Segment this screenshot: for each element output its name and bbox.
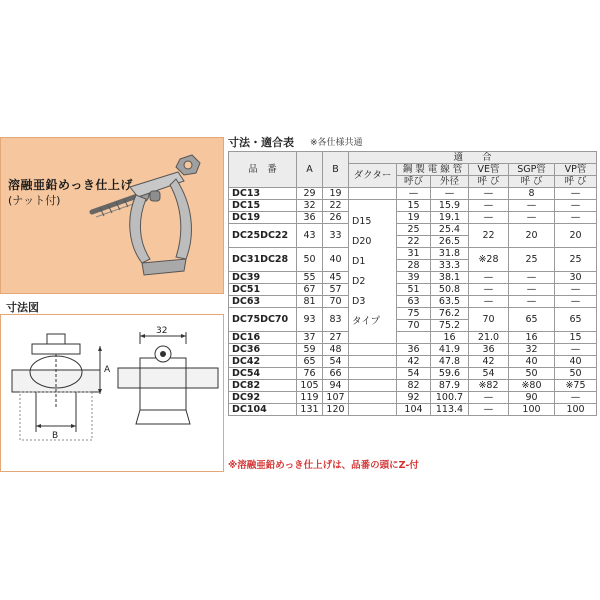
cell-ve: —	[469, 272, 509, 284]
cell-vp: —	[555, 200, 597, 212]
table-row	[229, 224, 597, 236]
table-row	[229, 356, 597, 368]
cell-call: 51	[397, 284, 431, 296]
cell-sgp: 100	[509, 404, 555, 416]
cell-call: 54	[397, 368, 431, 380]
cell-sgp: —	[509, 284, 555, 296]
cell-ve: ※28	[469, 248, 509, 272]
cell-a: 32	[297, 200, 323, 212]
ducter-type: タイプ	[352, 315, 381, 327]
cell-code: DC19	[229, 212, 297, 224]
cell-b: 26	[323, 212, 349, 224]
table-row	[229, 332, 597, 344]
cell-code: DC39	[229, 272, 297, 284]
header-od: 外径	[431, 176, 469, 188]
cell-call: 39	[397, 272, 431, 284]
cell-call: 25	[397, 224, 431, 236]
clamp-body-icon	[130, 172, 192, 275]
cell-sgp: —	[509, 212, 555, 224]
cell-sgp: 32	[509, 344, 555, 356]
cell-code: DC63	[229, 296, 297, 308]
cell-od: 47.8	[431, 356, 469, 368]
cell-a: 50	[297, 248, 323, 272]
cell-sgp: 50	[509, 368, 555, 380]
cell-od: 25.4	[431, 224, 469, 236]
cell-call: —	[397, 188, 431, 200]
cell-call: 63	[397, 296, 431, 308]
cell-vp: 65	[555, 308, 597, 332]
cell-a: 67	[297, 284, 323, 296]
header-b: B	[323, 152, 349, 188]
cell-b: 33	[323, 224, 349, 248]
cell-b: 94	[323, 380, 349, 392]
cell-code: DC13	[229, 188, 297, 200]
cell-b: 70	[323, 296, 349, 308]
cell-od: 38.1	[431, 272, 469, 284]
cell-od: 33.3	[431, 260, 469, 272]
cell-ve: —	[469, 404, 509, 416]
ducter-type: D15	[352, 215, 372, 227]
cell-call: 28	[397, 260, 431, 272]
cell-b: 120	[323, 404, 349, 416]
cell-ducter-types	[349, 200, 397, 344]
table-row	[229, 212, 597, 224]
pipe-clamp-illustration	[0, 137, 224, 294]
cell-code: DC104	[229, 404, 297, 416]
cell-ve: ※82	[469, 380, 509, 392]
cell-b: 27	[323, 332, 349, 344]
cell-call: 104	[397, 404, 431, 416]
table-heading: 寸法・適合表	[228, 136, 294, 149]
cell-sgp: 25	[509, 248, 555, 272]
dimension-drawing-title: 寸法図	[6, 301, 39, 314]
finish-title: 溶融亜鉛めっき仕上げ	[8, 178, 133, 192]
table-row	[229, 296, 597, 308]
table-row	[229, 272, 597, 284]
cell-ducter-empty	[349, 404, 397, 416]
cell-od: 50.8	[431, 284, 469, 296]
front-view-drawing	[12, 334, 102, 440]
cell-call: 70	[397, 320, 431, 332]
ducter-type: D1	[352, 255, 366, 267]
header-sgp: SGP管	[509, 164, 555, 176]
cell-sgp: 8	[509, 188, 555, 200]
table-row	[229, 308, 597, 320]
cell-od: 31.8	[431, 248, 469, 260]
cell-code: DC42	[229, 356, 297, 368]
cell-ve: —	[469, 284, 509, 296]
cell-ve: —	[469, 296, 509, 308]
cell-a: 105	[297, 380, 323, 392]
table-row	[229, 344, 597, 356]
dim-label-b: B	[52, 431, 59, 441]
table-row	[229, 248, 597, 260]
finish-note: (ナット付)	[8, 194, 61, 207]
cell-od: 75.2	[431, 320, 469, 332]
cell-a: 36	[297, 212, 323, 224]
side-view-drawing	[118, 332, 218, 424]
table-row	[229, 392, 597, 404]
cell-sgp: 65	[509, 308, 555, 332]
table-row	[229, 380, 597, 392]
cell-ve: —	[469, 392, 509, 404]
cell-a: 131	[297, 404, 323, 416]
cell-sgp: —	[509, 200, 555, 212]
dimension-drawing	[0, 314, 224, 472]
cell-od: 19.1	[431, 212, 469, 224]
cell-b: 66	[323, 368, 349, 380]
cell-od: 76.2	[431, 308, 469, 320]
cell-code: DC75DC70	[229, 308, 297, 332]
cell-call: 15	[397, 200, 431, 212]
cell-od: 113.4	[431, 404, 469, 416]
cell-b: 22	[323, 200, 349, 212]
header-row-1	[229, 152, 597, 164]
cell-code: DC31DC28	[229, 248, 297, 272]
cell-ducter-empty	[349, 368, 397, 380]
cell-od: 100.7	[431, 392, 469, 404]
cell-sgp: 90	[509, 392, 555, 404]
table-row	[229, 188, 597, 200]
cell-a: 43	[297, 224, 323, 248]
header-steel: 鋼 製 電 線 管	[397, 164, 469, 176]
table-heading-note: ※各仕様共通	[310, 138, 363, 148]
cell-vp: —	[555, 296, 597, 308]
cell-code: DC82	[229, 380, 297, 392]
cell-ve: —	[469, 212, 509, 224]
header-a: A	[297, 152, 323, 188]
cell-vp: 30	[555, 272, 597, 284]
cell-a: 65	[297, 356, 323, 368]
cell-b: 40	[323, 248, 349, 272]
cell-a: 59	[297, 344, 323, 356]
cell-od: 41.9	[431, 344, 469, 356]
cell-sgp: —	[509, 272, 555, 284]
header-ve: VE管	[469, 164, 509, 176]
ducter-type: D20	[352, 235, 372, 247]
cell-ve: 36	[469, 344, 509, 356]
header-ducter: ダクター	[349, 164, 397, 188]
cell-od: 87.9	[431, 380, 469, 392]
cell-vp: 50	[555, 368, 597, 380]
cell-code: DC54	[229, 368, 297, 380]
cell-code: DC51	[229, 284, 297, 296]
table-row	[229, 284, 597, 296]
cell-ducter-empty	[397, 332, 431, 344]
cell-od: 59.6	[431, 368, 469, 380]
cell-od: 26.5	[431, 236, 469, 248]
cell-ducter-empty	[349, 344, 397, 356]
cell-od: 21.0	[469, 332, 509, 344]
cell-ve: 54	[469, 368, 509, 380]
footnote: ※溶融亜鉛めっき仕上げは、品番の頭にZ-付	[228, 460, 419, 471]
cell-b: 19	[323, 188, 349, 200]
dim-label-a: A	[104, 365, 111, 375]
cell-ve: —	[469, 200, 509, 212]
cell-ducter-empty	[349, 392, 397, 404]
dim-label-top: 32	[156, 326, 168, 336]
header-code: 品 番	[229, 152, 297, 188]
cell-call: 42	[397, 356, 431, 368]
cell-vp: 20	[555, 224, 597, 248]
cell-ve: 42	[469, 356, 509, 368]
cell-code: DC16	[229, 332, 297, 344]
cell-b: 48	[323, 344, 349, 356]
cell-ducter-empty	[349, 380, 397, 392]
cell-ve: 16	[509, 332, 555, 344]
cell-ve: —	[469, 188, 509, 200]
cell-b: 57	[323, 284, 349, 296]
cell-vp: —	[555, 392, 597, 404]
cell-a: 119	[297, 392, 323, 404]
header-ve-call: 呼 び	[469, 176, 509, 188]
cell-ducter-empty	[349, 356, 397, 368]
cell-od: 63.5	[431, 296, 469, 308]
cell-b: 54	[323, 356, 349, 368]
cell-vp: ※75	[555, 380, 597, 392]
cell-call: 92	[397, 392, 431, 404]
cell-call: 19	[397, 212, 431, 224]
cell-b: 45	[323, 272, 349, 284]
cell-ducter-empty	[349, 188, 397, 200]
ducter-type: D2	[352, 275, 366, 287]
ducter-type: D3	[352, 295, 366, 307]
cell-code: DC25DC22	[229, 224, 297, 248]
header-call: 呼び	[397, 176, 431, 188]
cell-sgp: 15	[555, 332, 597, 344]
table-row	[229, 200, 597, 212]
cell-a: 76	[297, 368, 323, 380]
header-sgp-call: 呼 び	[509, 176, 555, 188]
cell-ve: 70	[469, 308, 509, 332]
cell-b: 83	[323, 308, 349, 332]
cell-b: 107	[323, 392, 349, 404]
cell-od: —	[431, 188, 469, 200]
cell-ve: 22	[469, 224, 509, 248]
cell-call: 31	[397, 248, 431, 260]
cell-code: DC92	[229, 392, 297, 404]
cell-code: DC36	[229, 344, 297, 356]
table-row	[229, 404, 597, 416]
cell-sgp: —	[509, 296, 555, 308]
cell-vp: 25	[555, 248, 597, 272]
cell-sgp: 40	[509, 356, 555, 368]
cell-vp: —	[555, 284, 597, 296]
cell-sgp: 20	[509, 224, 555, 248]
table-row	[229, 368, 597, 380]
spec-table	[228, 151, 597, 416]
cell-vp: —	[555, 188, 597, 200]
cell-od: 15.9	[431, 200, 469, 212]
cell-vp: 40	[555, 356, 597, 368]
cell-vp: —	[555, 344, 597, 356]
cell-call: 75	[397, 308, 431, 320]
cell-a: 37	[297, 332, 323, 344]
cell-vp: 100	[555, 404, 597, 416]
cell-code: DC15	[229, 200, 297, 212]
cell-call: 16	[431, 332, 469, 344]
header-vp: VP管	[555, 164, 597, 176]
cell-a: 55	[297, 272, 323, 284]
cell-vp: —	[555, 212, 597, 224]
cell-sgp: ※80	[509, 380, 555, 392]
cell-a: 93	[297, 308, 323, 332]
header-fit: 適 合	[349, 152, 597, 164]
cell-call: 82	[397, 380, 431, 392]
nut-icon	[176, 155, 200, 175]
cell-call: 22	[397, 236, 431, 248]
header-vp-call: 呼 び	[555, 176, 597, 188]
cell-call: 36	[397, 344, 431, 356]
cell-a: 81	[297, 296, 323, 308]
cell-a: 29	[297, 188, 323, 200]
